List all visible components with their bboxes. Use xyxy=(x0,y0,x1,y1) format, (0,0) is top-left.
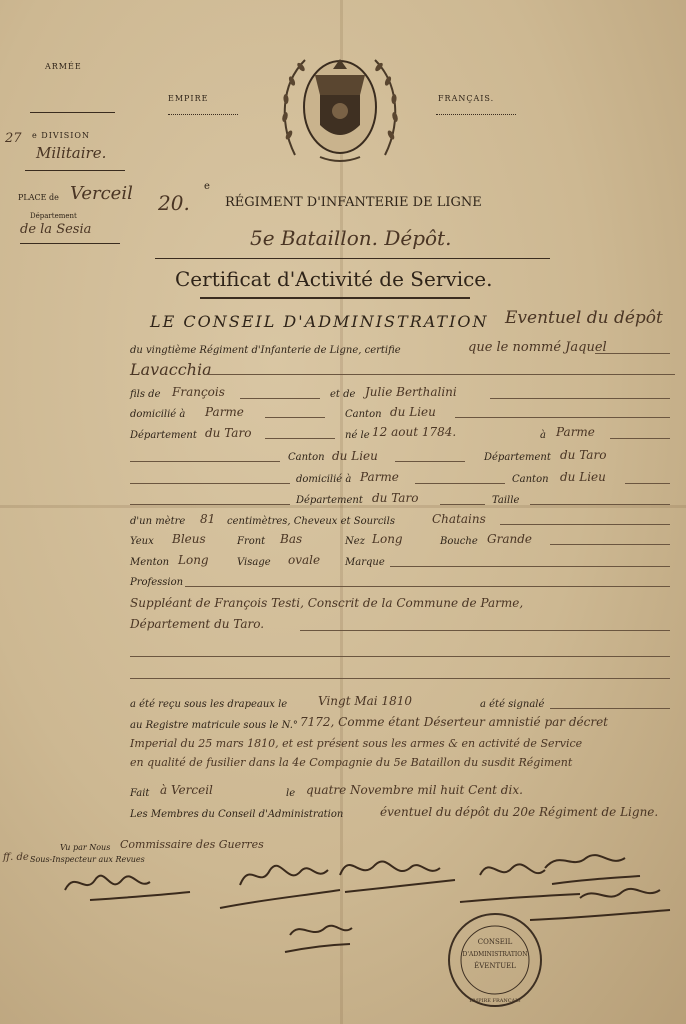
seal-bottom: EMPIRE FRANÇAIS xyxy=(469,998,521,1004)
canton2-value: du Lieu xyxy=(332,449,378,463)
domicilie-label: domicilié à xyxy=(130,409,186,420)
bouche-value: Grande xyxy=(487,532,532,546)
signature-member-4 xyxy=(545,855,640,884)
domicilie2-value: Parme xyxy=(360,470,399,484)
dash xyxy=(440,504,485,505)
dash xyxy=(595,353,670,354)
le-label: le xyxy=(286,788,296,799)
fils-de-label: fils de xyxy=(130,389,161,400)
conseil-print: LE CONSEIL D'ADMINISTRATION xyxy=(150,312,489,331)
vu-par-value: Commissaire des Guerres xyxy=(120,838,264,851)
registre-line-2: Imperial du 25 mars 1810, et est présent sous les armes & en activité de Service xyxy=(130,737,583,750)
visage-value: ovale xyxy=(288,553,321,567)
dash xyxy=(490,398,670,399)
a-label: à xyxy=(540,430,546,441)
recu-label: a été reçu sous les drapeaux le xyxy=(130,699,288,710)
canton-value: du Lieu xyxy=(390,405,436,419)
fait-value: à Verceil xyxy=(160,783,213,797)
dash xyxy=(130,504,290,505)
dash xyxy=(550,544,670,545)
dash xyxy=(455,417,670,418)
dash xyxy=(130,461,280,462)
dash xyxy=(625,483,670,484)
ne-le-value: 12 aout 1784. xyxy=(372,425,457,439)
departement-value: de la Sesia xyxy=(20,222,92,237)
canton3-label: Canton xyxy=(512,474,549,485)
registre-line-3: en qualité de fusilier dans la 4e Compagnie du 5e Bataillon du susdit Régiment xyxy=(130,756,573,769)
dash xyxy=(265,438,335,439)
front-value: Bas xyxy=(280,532,303,546)
nez-value: Long xyxy=(372,532,403,546)
cheveux-value: Chatains xyxy=(432,512,486,526)
signature-member-2 xyxy=(340,861,455,892)
canton2-label: Canton xyxy=(288,452,325,463)
signature-lower xyxy=(285,926,352,952)
regiment-number: 20. xyxy=(158,191,190,215)
regiment-name: RÉGIMENT D'INFANTERIE DE LIGNE xyxy=(225,195,482,210)
dash xyxy=(130,656,670,657)
header-empire: EMPIRE xyxy=(168,94,209,103)
bouche-label: Bouche xyxy=(440,536,478,547)
imperial-arms-icon xyxy=(275,45,405,170)
domicilie2-label: domicilié à xyxy=(296,474,352,485)
dash xyxy=(390,566,670,567)
dept-label: Département xyxy=(130,430,197,441)
dash xyxy=(130,678,670,679)
profession-line-2: Département du Taro. xyxy=(130,617,265,631)
place-value: Verceil xyxy=(70,183,133,204)
profession-line-1: Suppléant de François Testi, Conscrit de la Commune de Parme, xyxy=(130,596,524,610)
place-label: PLACE de xyxy=(18,193,59,202)
vu-par-label: Vu par Nous xyxy=(60,843,111,852)
title-rule-top xyxy=(155,258,550,259)
fils-de-value: François xyxy=(172,385,225,399)
battalion-line: 5e Bataillon. Dépôt. xyxy=(250,226,452,250)
certificate-title: Certificat d'Activité de Service. xyxy=(175,267,493,291)
taille-label: Taille xyxy=(492,495,520,506)
dept2-label: Département xyxy=(484,452,551,463)
dash xyxy=(205,374,675,375)
yeux-value: Bleus xyxy=(172,532,206,546)
dept3-value: du Taro xyxy=(372,491,419,505)
dept-value: du Taro xyxy=(205,426,252,440)
regiment-superscript: e xyxy=(204,181,210,192)
signale-label: a été signalé xyxy=(480,699,545,710)
membres-label: Les Membres du Conseil d'Administration xyxy=(130,809,344,820)
signature-member-5 xyxy=(530,889,670,920)
dash xyxy=(610,438,670,439)
dash xyxy=(240,398,320,399)
a-value: Parme xyxy=(556,425,595,439)
domicilie-value: Parme xyxy=(205,405,244,419)
regimental-seal-stamp xyxy=(445,910,545,1010)
division-value: Militaire. xyxy=(36,144,107,162)
canton3-value: du Lieu xyxy=(560,470,606,484)
dash xyxy=(185,586,670,587)
header-armee: ARMÉE xyxy=(45,62,82,71)
dept2-value: du Taro xyxy=(560,448,607,462)
profession-label: Profession xyxy=(130,577,184,588)
fait-label: Fait xyxy=(130,788,150,799)
metre-value: 81 xyxy=(200,512,216,526)
metre-label: d'un mètre xyxy=(130,516,186,527)
marque-label: Marque xyxy=(345,557,385,568)
division-number: 27 xyxy=(5,131,22,146)
header-ornament-left xyxy=(30,112,115,113)
registre-value: 7172, Comme étant Déserteur amnistié par décret xyxy=(300,715,608,729)
et-de-value: Julie Berthalini xyxy=(365,385,457,399)
signature-inspector xyxy=(65,876,190,900)
et-de-label: et de xyxy=(330,389,356,400)
nom-lavacchia: Lavacchia xyxy=(130,360,212,379)
departement-label: Département xyxy=(30,212,77,220)
sidebar-rule xyxy=(25,170,125,171)
front-label: Front xyxy=(237,536,266,547)
dept3-label: Département xyxy=(296,495,363,506)
le-value: quatre Novembre mil huit Cent dix. xyxy=(306,783,523,797)
membres-value: éventuel du dépôt du 20e Régiment de Ligne. xyxy=(380,805,659,819)
line1-hand: que le nommé Jaquel xyxy=(468,340,607,355)
seal-line-3: ÉVENTUEL xyxy=(474,962,516,970)
seal-line-1: CONSEIL xyxy=(477,938,513,946)
dash xyxy=(415,483,505,484)
header-ornament-francais xyxy=(436,114,516,115)
yeux-label: Yeux xyxy=(130,536,154,547)
dash xyxy=(300,630,670,631)
dash xyxy=(395,461,465,462)
title-rule-bottom xyxy=(200,297,470,299)
signature-member-1 xyxy=(220,866,340,908)
signatures-drawing xyxy=(60,840,680,990)
header-francais: FRANÇAIS. xyxy=(438,94,495,103)
conseil-hand: Eventuel du dépôt xyxy=(505,308,663,328)
visage-label: Visage xyxy=(237,557,271,568)
menton-label: Menton xyxy=(130,557,170,568)
header-ornament-empire xyxy=(168,114,238,115)
ne-le-label: né le xyxy=(345,430,370,441)
menton-value: Long xyxy=(178,553,209,567)
ff-prefix: ff. de xyxy=(3,852,29,863)
dash xyxy=(130,483,290,484)
seal-line-2: D'ADMINISTRATION xyxy=(462,951,528,958)
dash xyxy=(530,504,670,505)
centimetres-label: centimètres, Cheveux et Sourcils xyxy=(227,516,395,527)
nez-label: Nez xyxy=(345,536,365,547)
sous-inspecteur-label: Sous-Inspecteur aux Revues xyxy=(30,855,145,864)
canton-label: Canton xyxy=(345,409,382,420)
dash xyxy=(265,417,325,418)
division-label: e DIVISION xyxy=(32,131,90,140)
registre-label: au Registre matricule sous le N.° xyxy=(130,720,298,731)
dash xyxy=(500,524,670,525)
sidebar-rule-2 xyxy=(20,243,120,244)
recu-value: Vingt Mai 1810 xyxy=(318,694,412,708)
line1-print: du vingtième Régiment d'Infanterie de Ligne, certifie xyxy=(130,345,401,356)
dash xyxy=(550,708,670,709)
